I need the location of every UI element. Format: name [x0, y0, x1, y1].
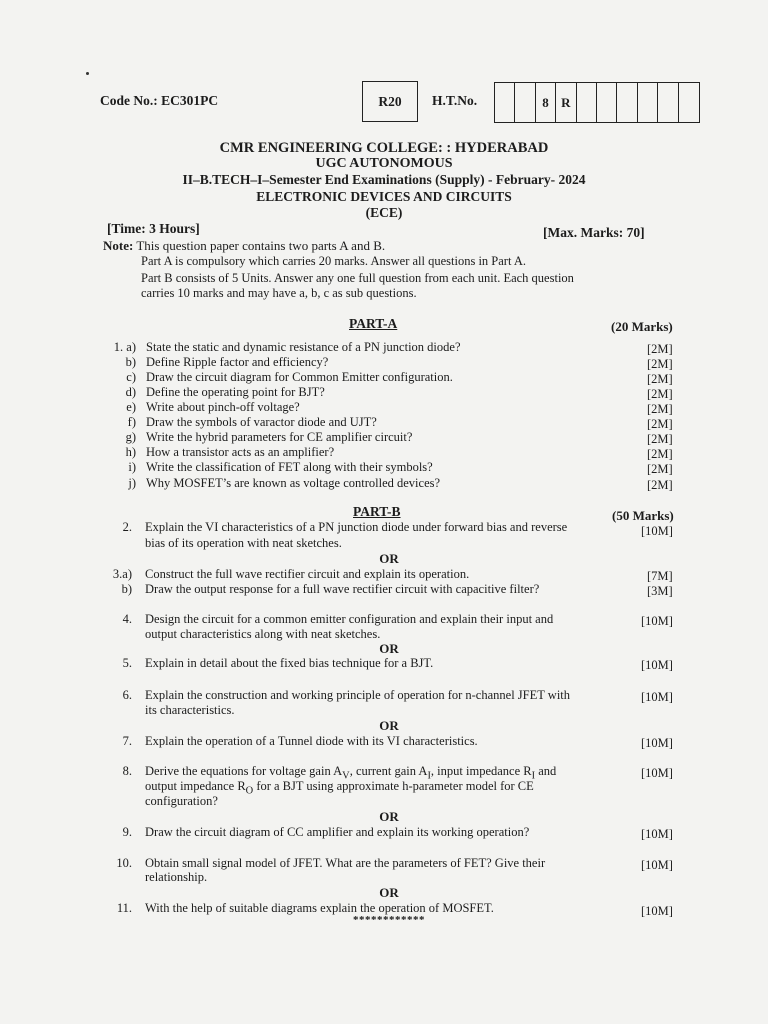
question-text: Obtain small signal model of JFET. What are the parameters of FET? Give their	[145, 856, 546, 870]
q8-text: , input impedance R	[430, 764, 532, 778]
paper-code: Code No.: EC301PC	[100, 93, 219, 108]
question-marks: [2M]	[647, 402, 673, 416]
question-text: its characteristics.	[145, 703, 235, 717]
question-text: Explain the VI characteristics of a PN junction diode under forward bias and reverse	[145, 520, 568, 534]
question-text: Explain the operation of a Tunnel diode with its VI characteristics.	[145, 734, 478, 748]
autonomy-status: UGC AUTONOMOUS	[315, 156, 453, 171]
question-text: Draw the output response for a full wave rectifier circuit with capacitive filter?	[145, 582, 540, 596]
question-marks: [10M]	[641, 858, 673, 872]
end-marker: ************	[353, 914, 425, 926]
ht-cell[interactable]: 8	[536, 83, 556, 122]
ht-cell[interactable]	[597, 83, 617, 122]
question-marks: [2M]	[647, 372, 673, 386]
question-number: g)	[125, 430, 136, 444]
note-line-4: carries 10 marks and may have a, b, c as sub questions.	[141, 286, 417, 300]
question-number: 8.	[122, 764, 132, 778]
question-text: Write the hybrid parameters for CE amplifier circuit?	[146, 430, 413, 444]
subscript: V	[342, 770, 350, 782]
question-text: Write about pinch-off voltage?	[146, 400, 300, 414]
question-number: b)	[125, 355, 136, 369]
or-separator: OR	[379, 809, 399, 824]
question-number: 11.	[116, 901, 132, 915]
part-b-title: PART-B	[353, 504, 401, 519]
question-number: b)	[121, 582, 132, 596]
q8-text: for a BJT using approximate h-parameter model for CE	[253, 779, 534, 793]
q8-text: , current gain A	[349, 764, 428, 778]
question-marks: [10M]	[641, 827, 673, 841]
subscript: I	[427, 770, 431, 782]
question-text: Write the classification of FET along with their symbols?	[146, 460, 433, 474]
question-marks: [2M]	[647, 387, 673, 401]
question-number: 4.	[122, 612, 132, 626]
branch: (ECE)	[365, 205, 403, 220]
exam-title: II–B.TECH–I–Semester End Examinations (Supply) - February- 2024	[182, 172, 586, 187]
question-number: e)	[126, 400, 136, 414]
question-marks: [2M]	[647, 357, 673, 371]
question-marks: [2M]	[647, 462, 673, 476]
question-text: How a transistor acts as an amplifier?	[146, 445, 335, 459]
ht-cell[interactable]	[617, 83, 637, 122]
question-marks: [2M]	[647, 478, 673, 492]
college-name: CMR ENGINEERING COLLEGE: : HYDERABAD	[219, 140, 549, 156]
question-text: Explain in detail about the fixed bias technique for a BJT.	[145, 656, 434, 670]
question-marks: [2M]	[647, 447, 673, 461]
time-duration: [Time: 3 Hours]	[107, 221, 200, 236]
ht-cell[interactable]	[638, 83, 658, 122]
question-text: Construct the full wave rectifier circuit and explain its operation.	[145, 567, 470, 581]
note-label: Note:	[103, 238, 134, 253]
question-text: With the help of suitable diagrams explain the operation of MOSFET.	[145, 901, 494, 915]
hall-ticket-label: H.T.No.	[432, 93, 478, 108]
question-number: j)	[128, 476, 136, 490]
question-number: 5.	[122, 656, 132, 670]
ht-cell[interactable]	[577, 83, 597, 122]
question-number: 1. a)	[113, 340, 136, 354]
question-text: Draw the symbols of varactor diode and UJT?	[146, 415, 377, 429]
question-number: 3.a)	[112, 567, 132, 581]
part-a-title: PART-A	[349, 316, 398, 331]
question-marks: [10M]	[641, 614, 673, 628]
question-marks: [10M]	[641, 524, 673, 538]
question-number: d)	[125, 385, 136, 399]
note-line-2: Part A is compulsory which carries 20 marks. Answer all questions in Part A.	[141, 254, 527, 268]
question-text: bias of its operation with neat sketches.	[145, 536, 342, 550]
q8-text: Derive the equations for voltage gain A	[145, 764, 343, 778]
speck	[86, 72, 89, 75]
or-separator: OR	[379, 641, 399, 656]
subject-title: ELECTRONIC DEVICES AND CIRCUITS	[256, 189, 512, 204]
ht-cell[interactable]	[495, 83, 515, 122]
question-marks: [10M]	[641, 766, 673, 780]
question-text: Draw the circuit diagram for Common Emitter configuration.	[146, 370, 453, 384]
regulation-label: R20	[378, 93, 402, 109]
question-marks: [10M]	[641, 690, 673, 704]
note-line-3: Part B consists of 5 Units. Answer any one full question from each unit. Each question	[141, 271, 574, 285]
question-marks: [2M]	[647, 417, 673, 431]
question-number: 7.	[122, 734, 132, 748]
question-marks: [2M]	[647, 432, 673, 446]
question-number: 6.	[122, 688, 132, 702]
question-marks: [10M]	[641, 658, 673, 672]
question-number: 9.	[122, 825, 132, 839]
subscript: O	[245, 785, 254, 797]
question-marks: [10M]	[641, 904, 673, 918]
question-marks: [7M]	[647, 569, 673, 583]
question-marks: [3M]	[647, 584, 673, 598]
question-number: f)	[127, 415, 136, 429]
hall-ticket-grid	[494, 82, 700, 123]
q8-text: and	[535, 764, 557, 778]
ht-cell[interactable]	[515, 83, 535, 122]
question-number: 2.	[122, 520, 132, 534]
question-number: 10.	[116, 856, 132, 870]
note-text-1: This question paper contains two parts A and B.	[136, 238, 386, 253]
question-marks: [2M]	[647, 342, 673, 356]
question-text: Draw the circuit diagram of CC amplifier and explain its working operation?	[145, 825, 530, 839]
question-text: configuration?	[145, 794, 218, 808]
question-text: Define the operating point for BJT?	[146, 385, 325, 399]
subscript: I	[531, 770, 536, 782]
question-number: h)	[125, 445, 136, 459]
question-text: Define Ripple factor and efficiency?	[146, 355, 329, 369]
or-separator: OR	[379, 885, 399, 900]
question-text: Why MOSFET’s are known as voltage controlled devices?	[146, 476, 441, 490]
note-line-1	[103, 238, 385, 254]
or-separator: OR	[379, 718, 399, 733]
question-number: i)	[128, 460, 136, 474]
ht-cell[interactable]	[679, 83, 699, 122]
ht-cell[interactable]: R	[556, 83, 576, 122]
question-text: State the static and dynamic resistance of a PN junction diode?	[146, 340, 461, 354]
max-marks: [Max. Marks: 70]	[543, 225, 645, 240]
q8-text: output impedance R	[145, 779, 246, 793]
part-b-marks: (50 Marks)	[612, 508, 674, 523]
question-number: c)	[126, 370, 136, 384]
question-text: output characteristics along with neat sketches.	[145, 627, 381, 641]
ht-cell[interactable]	[658, 83, 678, 122]
question-marks: [10M]	[641, 736, 673, 750]
or-separator: OR	[379, 551, 399, 566]
question-text: Explain the construction and working principle of operation for n-channel JFET with	[145, 688, 571, 702]
part-a-marks: (20 Marks)	[611, 319, 673, 334]
question-text: Design the circuit for a common emitter configuration and explain their input and	[145, 612, 554, 626]
regulation-box	[362, 81, 418, 122]
question-text: relationship.	[145, 870, 208, 884]
